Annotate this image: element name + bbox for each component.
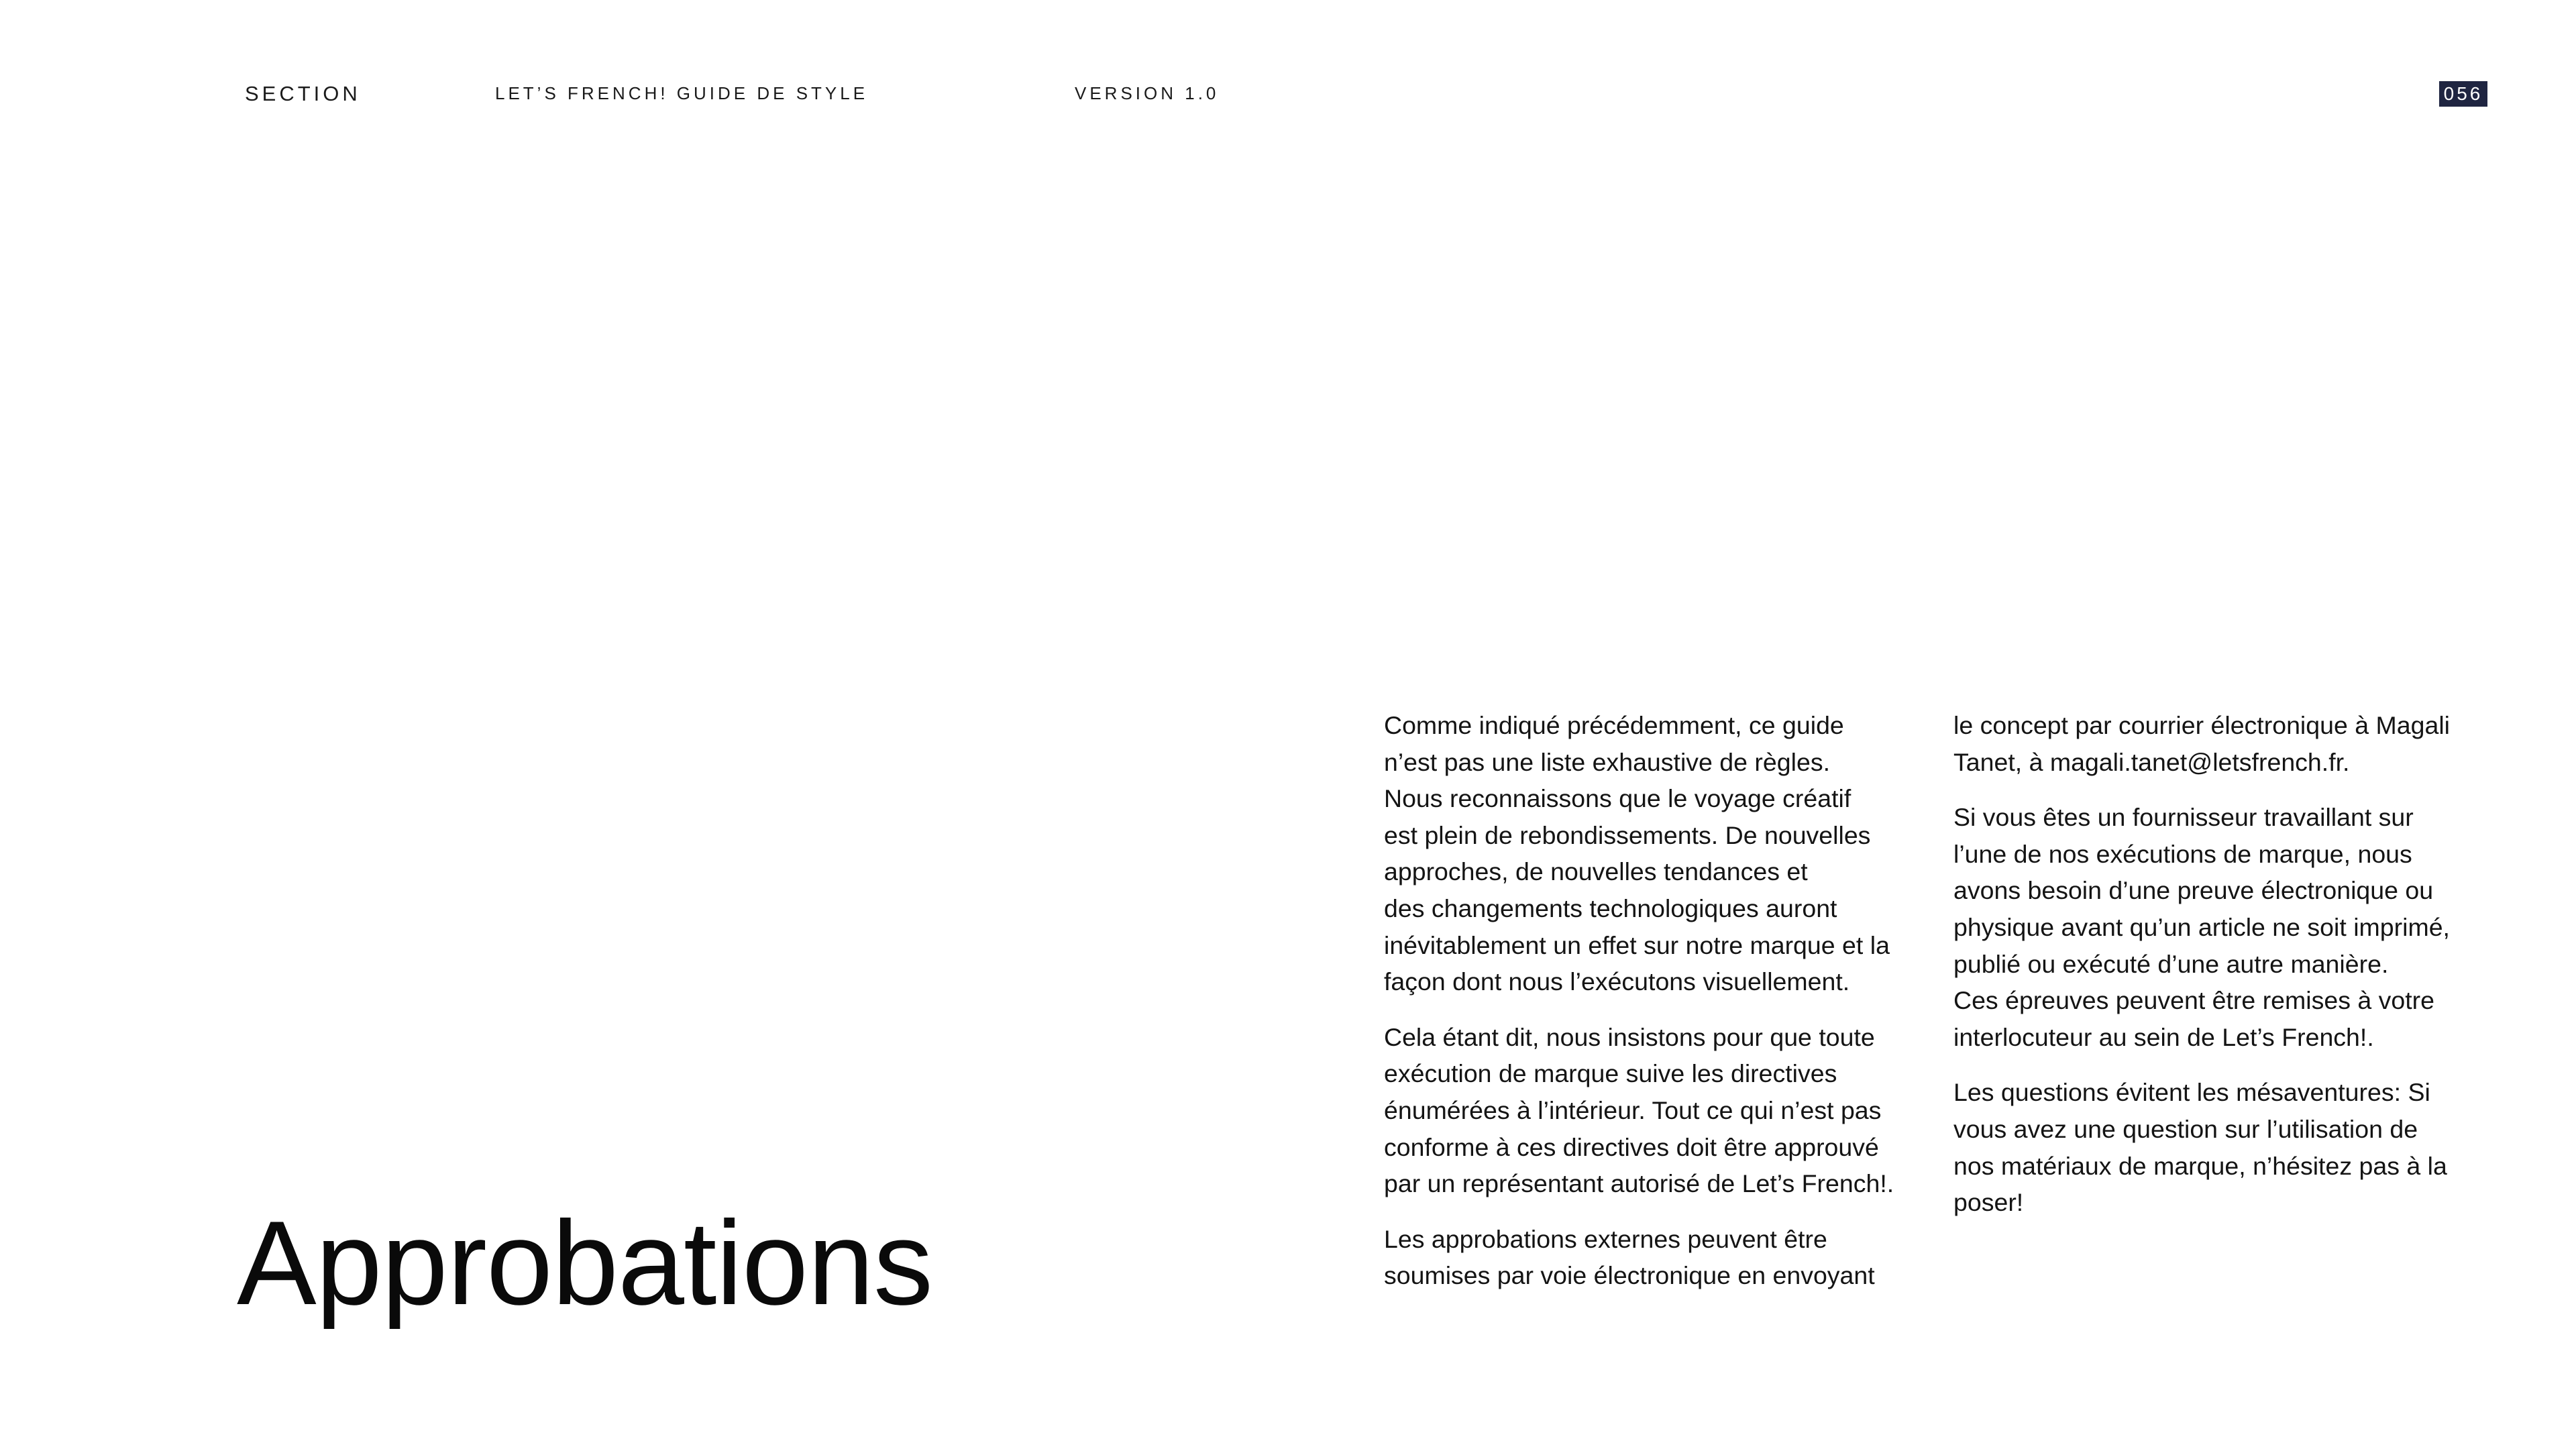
paragraph-line: vous avez une question sur l’utilisation de (1953, 1114, 2418, 1143)
body-paragraph (1953, 1074, 2490, 1220)
version-label: VERSION 1.0 (1075, 83, 1220, 103)
paragraph-line: avons besoin d’une preuve électronique ou (1953, 876, 2434, 905)
paragraph-line: Tanet, à magali.tanet@letsfrench.fr. (1953, 747, 2350, 776)
paragraph-line: exécution de marque suive les directives (1384, 1059, 1837, 1088)
paragraph-line: approches, de nouvelles tendances et (1384, 857, 1808, 886)
guide-title: LET’S FRENCH! GUIDE DE STYLE (495, 83, 869, 103)
body-paragraph (1953, 799, 2490, 1055)
page-title: Approbations (237, 1196, 932, 1330)
paragraph-line: des changements technologiques auront (1384, 894, 1837, 922)
paragraph-line: le concept par courrier électronique à Magali (1953, 711, 2450, 739)
body-paragraph (1384, 1221, 1921, 1294)
body-column-right (1953, 707, 2490, 1240)
paragraph-line: interlocuteur au sein de Let’s French!. (1953, 1022, 2374, 1051)
paragraph-line: l’une de nos exécutions de marque, nous (1953, 839, 2412, 868)
paragraph-line: Ces épreuves peuvent être remises à votre (1953, 986, 2435, 1015)
paragraph-line: Nous reconnaissons que le voyage créatif (1384, 784, 1851, 813)
paragraph-line: physique avant qu’un article ne soit imprimé, (1953, 912, 2450, 941)
page-number-badge: 056 (2439, 81, 2487, 107)
paragraph-line: poser! (1953, 1188, 2024, 1217)
body-column-left (1384, 707, 1921, 1313)
paragraph-line: Comme indiqué précédemment, ce guide (1384, 711, 1844, 739)
body-paragraph (1953, 707, 2490, 780)
section-label: SECTION (245, 82, 361, 105)
body-paragraph (1384, 1019, 1921, 1202)
paragraph-line: publié ou exécuté d’une autre manière. (1953, 949, 2389, 978)
paragraph-line: façon dont nous l’exécutons visuellement. (1384, 967, 1850, 996)
paragraph-line: inévitablement un effet sur notre marque et la (1384, 930, 1890, 959)
paragraph-line: par un représentant autorisé de Let’s French!. (1384, 1169, 1894, 1198)
body-paragraph (1384, 707, 1921, 1000)
paragraph-line: Les questions évitent les mésaventures: Si (1953, 1078, 2430, 1107)
paragraph-line: conforme à ces directives doit être approuvé (1384, 1132, 1879, 1161)
paragraph-line: énumérées à l’intérieur. Tout ce qui n’est pas (1384, 1095, 1882, 1124)
paragraph-line: soumises par voie électronique en envoyant (1384, 1261, 1875, 1290)
paragraph-line: est plein de rebondissements. De nouvelles (1384, 820, 1871, 849)
paragraph-line: nos matériaux de marque, n’hésitez pas à la (1953, 1151, 2447, 1180)
paragraph-line: n’est pas une liste exhaustive de règles. (1384, 747, 1830, 776)
paragraph-line: Les approbations externes peuvent être (1384, 1224, 1827, 1253)
paragraph-line: Cela étant dit, nous insistons pour que toute (1384, 1022, 1875, 1051)
paragraph-line: Si vous êtes un fournisseur travaillant sur (1953, 803, 2414, 832)
